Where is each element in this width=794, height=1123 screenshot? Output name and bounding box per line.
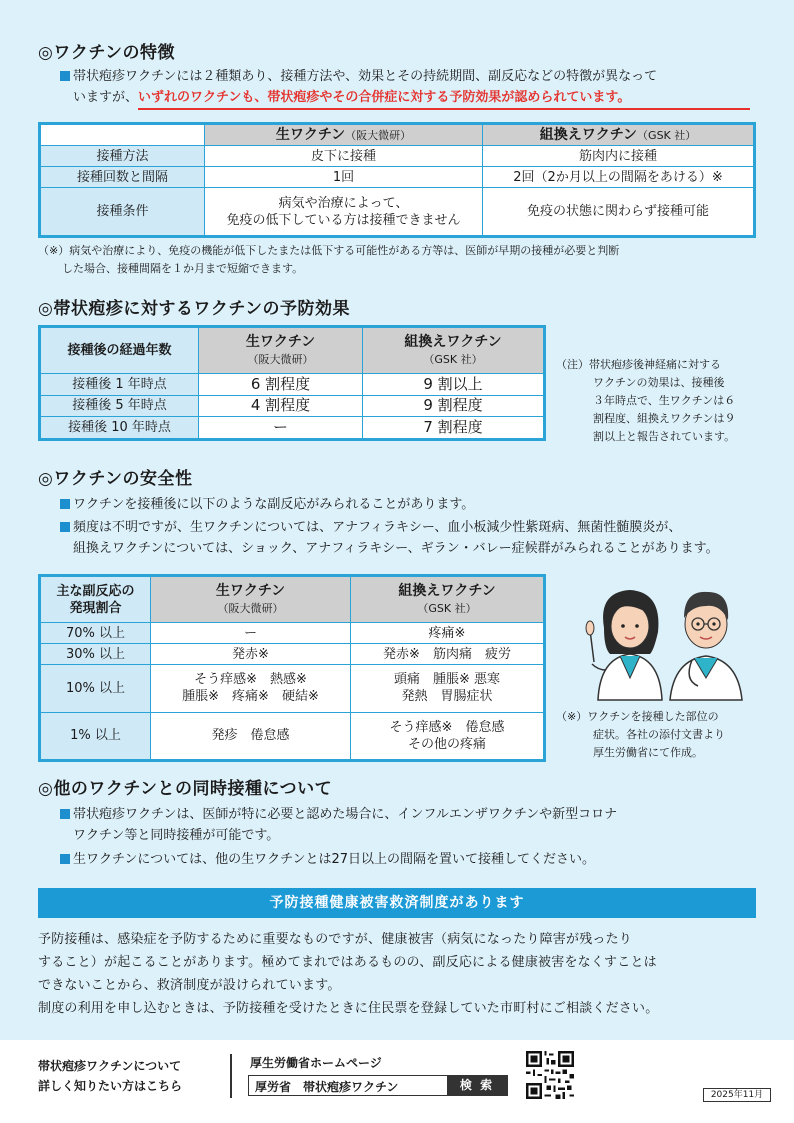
row-label: 接種後 10 年時点 <box>41 417 199 439</box>
female-doctor-icon <box>586 590 662 700</box>
table-corner <box>41 125 205 146</box>
table-cell: 筋肉内に接種 <box>483 146 754 167</box>
relief-system-banner: 予防接種健康被害救済制度があります <box>38 888 756 918</box>
table-cell: 6 割程度 <box>199 374 363 396</box>
table-cell: 疼痛※ <box>351 623 544 644</box>
search-input[interactable]: 厚労省 帯状疱疹ワクチン <box>255 1080 399 1094</box>
features-table <box>38 122 756 238</box>
section-heading-safety: ◎ワクチンの安全性 <box>38 469 193 489</box>
section-heading-concomitant: ◎他のワクチンとの同時接種について <box>38 779 333 799</box>
features-highlight: いずれのワクチンも、帯状疱疹やその合併症に対する予防効果が認められています。 <box>138 90 631 105</box>
col-header-recombinant: 組換えワクチン （GSK 社） <box>351 577 544 623</box>
section-heading-features: ◎ワクチンの特徴 <box>38 43 175 63</box>
safety-bullets: ワクチンを接種後に以下のような副反応がみられることがあります。 頻度は不明ですが、生ワクチンについては、アナフィラキシー、血小板減少性紫斑病、無菌性髄膜炎が、 組換えワクチンについては、ショック、アナフィラキシー、ギラン・バレー症候群がみられることがあります。 <box>60 494 790 559</box>
bullet-square-icon <box>60 499 70 509</box>
row-label: 1% 以上 <box>41 712 151 760</box>
efficacy-table <box>38 325 546 441</box>
row-label: 接種方法 <box>41 146 205 167</box>
relief-system-paragraph: 予防接種は、感染症を予防するために重要なものですが、健康被害（病気になったり障害が残ったり すること）が起こることがあります。極めてまれではあるものの、副反応による健康被害をなくすことは できないことから、救済制度が設けられています。 制度の利用を申し込むときは、予防接種を受けたときに住民票を登録していた市町村にご相談ください。 <box>38 932 659 1016</box>
table-cell: 9 割程度 <box>363 395 544 417</box>
row-label: 70% 以上 <box>41 623 151 644</box>
features-text-2: いますが、 <box>73 90 139 105</box>
side-effects-table <box>38 574 546 762</box>
table-cell: ー <box>199 417 363 439</box>
features-text-1: 帯状疱疹ワクチンには２種類あり、接種方法や、効果とその持続期間、副反応などの特徴が異なって <box>73 69 658 84</box>
bullet-square-icon <box>60 809 70 819</box>
qr-code-icon[interactable] <box>526 1051 574 1099</box>
footer-divider <box>230 1054 232 1098</box>
row-header: 接種後の経過年数 <box>41 328 199 374</box>
row-label: 30% 以上 <box>41 644 151 665</box>
efficacy-note: （注）帯状疱疹後神経痛に対する ワクチンの効果は、接種後 ３年時点で、生ワクチンは６ 割程度、組換えワクチンは９ 割以上と報告されています。 <box>556 358 736 443</box>
features-bullet <box>60 66 780 108</box>
row-label: 10% 以上 <box>41 665 151 713</box>
table-cell: 発疹 倦怠感 <box>151 712 351 760</box>
search-box[interactable] <box>248 1075 508 1096</box>
table-cell: 9 割以上 <box>363 374 544 396</box>
row-header: 主な副反応の 発現割合 <box>41 577 151 623</box>
doctors-illustration <box>580 570 760 702</box>
issue-date: 2025年11月 <box>703 1088 771 1102</box>
table-cell: 7 割程度 <box>363 417 544 439</box>
row-label: 接種後 5 年時点 <box>41 395 199 417</box>
bullet-square-icon <box>60 522 70 532</box>
col-header-live: 生ワクチン （阪大微研） <box>199 328 363 374</box>
table-cell: 発赤※ <box>151 644 351 665</box>
table-cell: そう痒感※ 熱感※ 腫脹※ 疼痛※ 硬結※ <box>151 665 351 713</box>
bullet-square-icon <box>60 854 70 864</box>
table-cell: 病気や治療によって、 免疫の低下している方は接種できません <box>205 188 483 236</box>
table-cell: 免疫の状態に関わらず接種可能 <box>483 188 754 236</box>
side-effects-note: （※）ワクチンを接種した部位の 症状。各社の添付文書より 厚生労働省にて作成。 <box>556 710 725 759</box>
table-cell: 1回 <box>205 167 483 188</box>
footer-lead-text: 帯状疱疹ワクチンについて 詳しく知りたい方はこちら <box>38 1059 183 1093</box>
table-cell: そう痒感※ 倦怠感 その他の疼痛 <box>351 712 544 760</box>
col-header-live: 生ワクチン（阪大微研） <box>205 125 483 146</box>
col-header-recombinant: 組換えワクチン （GSK 社） <box>363 328 544 374</box>
col-header-recombinant: 組換えワクチン（GSK 社） <box>483 125 754 146</box>
male-doctor-icon <box>670 592 742 700</box>
bullet-square-icon <box>60 71 70 81</box>
table-cell: ー <box>151 623 351 644</box>
table-cell: 頭痛 腫脹※ 悪寒 発熱 胃腸症状 <box>351 665 544 713</box>
row-label: 接種回数と間隔 <box>41 167 205 188</box>
search-button[interactable]: 検 索 <box>447 1076 507 1095</box>
highlight-underline <box>138 108 750 110</box>
table-cell: 4 割程度 <box>199 395 363 417</box>
section-heading-efficacy: ◎帯状疱疹に対するワクチンの予防効果 <box>38 299 350 319</box>
features-footnote: （※）病気や治療により、免疫の機能が低下したまたは低下する可能性がある方等は、医師が早期の接種が必要と判断 した場合、接種間隔を１か月まで短縮できます。 <box>38 244 620 275</box>
hp-title: 厚生労働省ホームページ <box>250 1056 382 1070</box>
row-label: 接種条件 <box>41 188 205 236</box>
concomitant-bullets: 帯状疱疹ワクチンは、医師が特に必要と認めた場合に、インフルエンザワクチンや新型コロナ ワクチン等と同時接種が可能です。 生ワクチンについては、他の生ワクチンとは27日以上の間隔を置いて接種してください。 <box>60 804 790 870</box>
col-header-live: 生ワクチン （阪大微研） <box>151 577 351 623</box>
table-cell: 皮下に接種 <box>205 146 483 167</box>
table-cell: 2回（2か月以上の間隔をあける）※ <box>483 167 754 188</box>
row-label: 接種後 1 年時点 <box>41 374 199 396</box>
table-cell: 発赤※ 筋肉痛 疲労 <box>351 644 544 665</box>
